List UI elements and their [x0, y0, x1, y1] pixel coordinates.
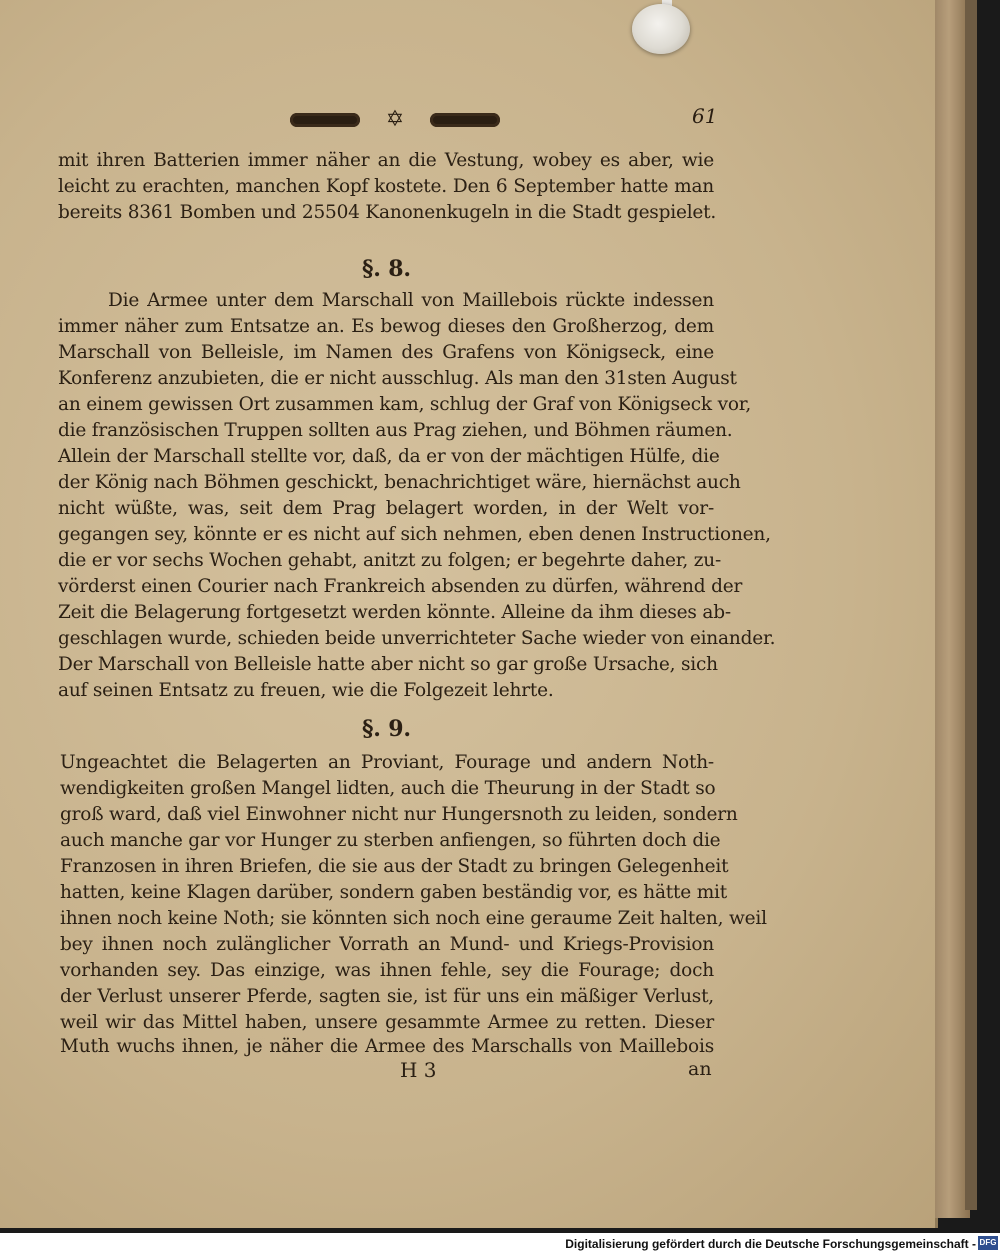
text-line: vörderst einen Courier nach Frankreich absenden zu dürfen, während der: [58, 576, 743, 597]
catchword: an: [688, 1058, 712, 1080]
text-line: an einem gewissen Ort zusammen kam, schlug der Graf von Königseck vor,: [58, 394, 752, 415]
header-ornament: [290, 106, 500, 134]
text-line: groß ward, daß viel Einwohner nicht nur Hungersnoth zu leiden, sondern: [60, 804, 738, 825]
text-line: bereits 8361 Bomben und 25504 Kanonenkugeln in die Stadt gespielet.: [58, 202, 717, 223]
text-line: Der Marschall von Belleisle hatte aber nicht so gar große Ursache, sich: [58, 654, 718, 675]
ornament-band-right: [430, 113, 500, 127]
text-line: nicht wüßte, was, seit dem Prag belagert worden, in der Welt vor-: [58, 498, 714, 519]
text-line: Allein der Marschall stellte vor, daß, da er von der mächtigen Hülfe, die: [58, 446, 720, 467]
text-line: die er vor sechs Wochen gehabt, anitzt zu folgen; er begehrte daher, zu-: [58, 550, 722, 571]
text-line: geschlagen wurde, schieden beide unverrichteter Sache wieder von einander.: [58, 628, 776, 649]
page-number: 61: [692, 104, 718, 128]
text-line: ihnen noch keine Noth; sie könnten sich noch eine geraume Zeit halten, weil: [60, 908, 767, 929]
text-line: weil wir das Mittel haben, unsere gesammte Armee zu retten. Dieser: [60, 1012, 714, 1033]
text-line: leicht zu erachten, manchen Kopf kostete. Den 6 September hatte man: [58, 176, 714, 197]
text-line: die französischen Truppen sollten aus Prag ziehen, und Böhmen räumen.: [58, 420, 733, 441]
text-line: Marschall von Belleisle, im Namen des Grafens von Königseck, eine: [58, 342, 714, 363]
text-line: gegangen sey, könnte er es nicht auf sich nehmen, eben denen Instructionen,: [58, 524, 771, 545]
text-line: Franzosen in ihren Briefen, die sie aus der Stadt zu bringen Gelegenheit: [60, 856, 729, 877]
text-line: hatten, keine Klagen darüber, sondern gaben beständig vor, es hätte mit: [60, 882, 728, 903]
section-heading-8: §. 8.: [362, 256, 411, 282]
signature-mark: H 3: [400, 1058, 437, 1082]
text-line: der König nach Böhmen geschickt, benachrichtiget wäre, hiernächst auch: [58, 472, 741, 493]
dfg-logo: DFG: [978, 1236, 998, 1250]
footer-credit: Digitalisierung gefördert durch die Deutsche Forschungsgemeinschaft -: [565, 1237, 976, 1251]
text-line: Konferenz anzubieten, die er nicht ausschlug. Als man den 31sten August: [58, 368, 737, 389]
text-line: Ungeachtet die Belagerten an Proviant, Fourage und andern Noth-: [60, 752, 714, 773]
text-line: wendigkeiten großen Mangel lidten, auch die Theurung in der Stadt so: [60, 778, 716, 799]
text-line: Die Armee unter dem Marschall von Maillebois rückte indessen: [108, 290, 714, 311]
text-line: vorhanden sey. Das einzige, was ihnen fehle, sey die Fourage; doch: [60, 960, 714, 981]
page-edge-shadow: [965, 0, 977, 1210]
text-line: Zeit die Belagerung fortgesetzt werden könnte. Alleine da ihm dieses ab-: [58, 602, 731, 623]
footer-bar: [0, 1233, 1000, 1255]
text-line: auf seinen Entsatz zu freuen, wie die Folgezeit lehrte.: [58, 680, 554, 701]
text-line: mit ihren Batterien immer näher an die Vestung, wobey es aber, wie: [58, 150, 714, 171]
text-line: auch manche gar vor Hunger zu sterben anfiengen, so führten doch die: [60, 830, 721, 851]
text-line: der Verlust unserer Pferde, sagten sie, ist für uns ein mäßiger Verlust,: [60, 986, 714, 1007]
text-line: bey ihnen noch zulänglicher Vorrath an Mund- und Kriegs-Provision: [60, 934, 714, 955]
ornament-star-icon: ✡: [385, 107, 405, 132]
section-heading-9: §. 9.: [362, 716, 411, 742]
text-line: Muth wuchs ihnen, je näher die Armee des Marschalls von Maillebois: [60, 1036, 714, 1057]
text-line: immer näher zum Entsatze an. Es bewog dieses den Großherzog, dem: [58, 316, 714, 337]
page-clip: [632, 4, 690, 54]
ornament-band-left: [290, 113, 360, 127]
